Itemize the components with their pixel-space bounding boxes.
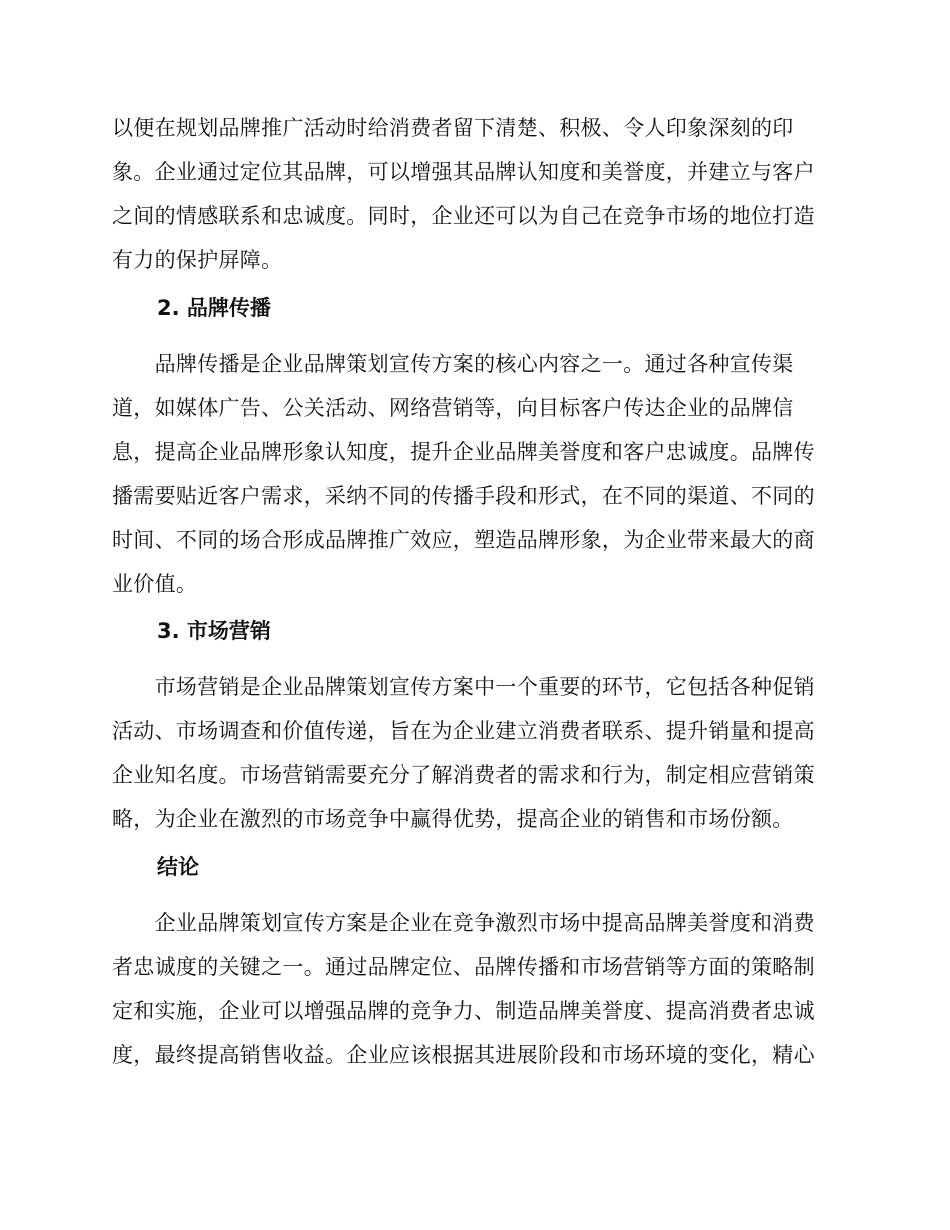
marketing-paragraph bbox=[112, 665, 838, 841]
brand-communication-paragraph bbox=[112, 342, 838, 606]
conclusion-paragraph bbox=[112, 901, 838, 1077]
paragraph-line: 活动、市场调查和价值传递，旨在为企业建立消费者联系、提升销量和提高 bbox=[112, 719, 815, 743]
paragraph-line: 者忠诚度的关键之一。通过品牌定位、品牌传播和市场营销等方面的策略制 bbox=[112, 955, 815, 979]
paragraph-line: 业价值。 bbox=[112, 572, 198, 596]
intro-paragraph bbox=[112, 106, 838, 282]
paragraph-line: 道，如媒体广告、公关活动、网络营销等，向目标客户传达企业的品牌信 bbox=[112, 396, 794, 420]
paragraph-line: 品牌传播是企业品牌策划宣传方案的核心内容之一。通过各种宣传渠 bbox=[112, 352, 794, 376]
section-heading-conclusion: 结论 bbox=[157, 855, 199, 879]
paragraph-line: 播需要贴近客户需求，采纳不同的传播手段和形式，在不同的渠道、不同的 bbox=[112, 484, 815, 508]
paragraph-line: 度，最终提高销售收益。企业应该根据其进展阶段和市场环境的变化，精心 bbox=[112, 1043, 815, 1067]
paragraph-line: 企业知名度。市场营销需要充分了解消费者的需求和行为，制定相应营销策 bbox=[112, 763, 815, 787]
paragraph-line: 以便在规划品牌推广活动时给消费者留下清楚、积极、令人印象深刻的印 bbox=[112, 116, 794, 140]
paragraph-line: 之间的情感联系和忠诚度。同时，企业还可以为自己在竞争市场的地位打造 bbox=[112, 204, 815, 228]
paragraph-line: 企业品牌策划宣传方案是企业在竞争激烈市场中提高品牌美誉度和消费 bbox=[112, 911, 815, 935]
section-heading-brand-communication: 2. 品牌传播 bbox=[157, 296, 271, 320]
paragraph-line: 略，为企业在激烈的市场竞争中赢得优势，提高企业的销售和市场份额。 bbox=[112, 807, 794, 831]
paragraph-line: 定和实施，企业可以增强品牌的竞争力、制造品牌美誉度、提高消费者忠诚 bbox=[112, 999, 815, 1023]
paragraph-line: 市场营销是企业品牌策划宣传方案中一个重要的环节，它包括各种促销 bbox=[112, 675, 815, 699]
paragraph-line: 息，提高企业品牌形象认知度，提升企业品牌美誉度和客户忠诚度。品牌传 bbox=[112, 440, 815, 464]
paragraph-line: 时间、不同的场合形成品牌推广效应，塑造品牌形象，为企业带来最大的商 bbox=[112, 528, 815, 552]
paragraph-line: 象。企业通过定位其品牌，可以增强其品牌认知度和美誉度，并建立与客户 bbox=[112, 160, 815, 184]
section-heading-marketing: 3. 市场营销 bbox=[157, 619, 271, 643]
paragraph-line: 有力的保护屏障。 bbox=[112, 248, 283, 272]
